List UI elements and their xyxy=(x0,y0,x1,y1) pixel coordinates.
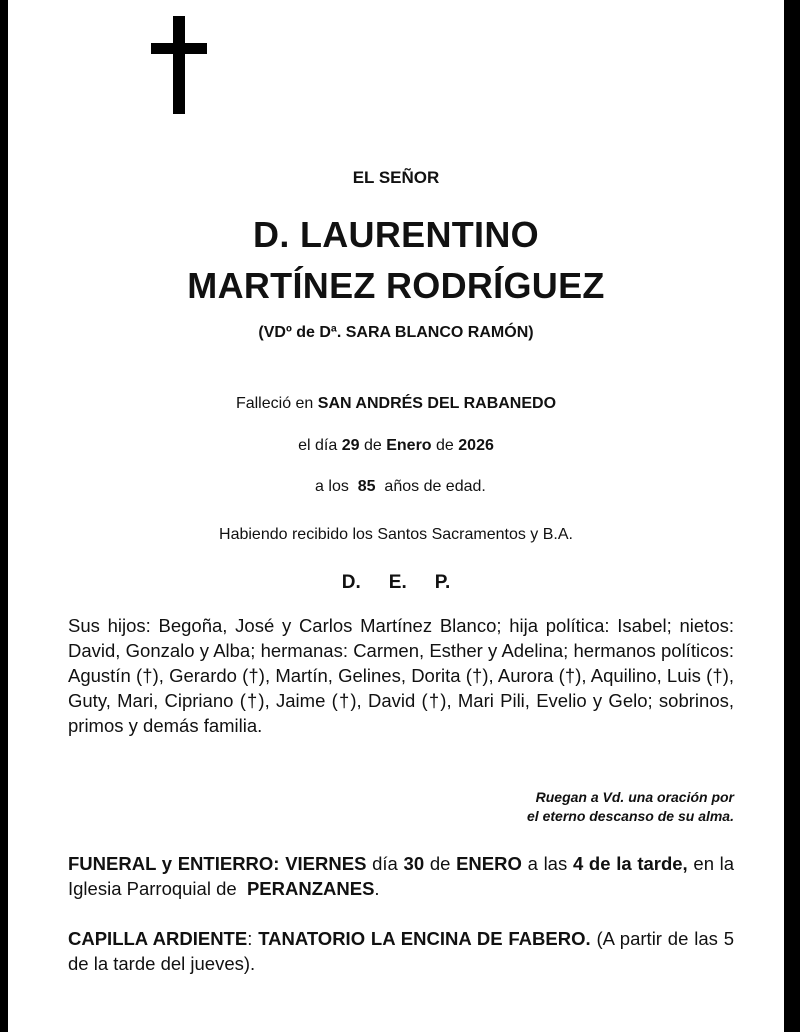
family-list: Sus hijos: Begoña, José y Carlos Martínez Blanco; hija política: Isabel; nietos: David, Gonzalo y Alba; hermanas: Carmen, Esther y Adelina; hermanos políticos: Agustín (†), Gerardo (†), Martín, Gelines, Dorita (†), Aurora (†), Aquilino, Luis (†), Guty, Mari, Cipriano (†), Jaime (†), David (†), Mari Pili, Evelio y Gelo; sobrinos, primos y demás familia. xyxy=(68,615,734,736)
prayer-request: Ruegan a Vd. una oración por el eterno descanso de su alma. xyxy=(527,789,734,824)
title-el-senor: EL SEÑOR xyxy=(352,168,440,187)
death-place: SAN ANDRÉS DEL RABANEDO xyxy=(317,395,557,412)
widower-of: (VDº de Dª. SARA BLANCO RAMÓN) xyxy=(258,324,534,341)
funeral-info: FUNERAL y ENTIERRO: VIERNES día 30 de ENERO a las 4 de la tarde, en la Iglesia Parroquial de PERANZANES. xyxy=(68,853,735,899)
obituary-page xyxy=(8,0,784,1032)
death-place-line: Falleció en SAN ANDRÉS DEL RABANEDO xyxy=(235,395,557,412)
deceased-name-line1: D. LAURENTINO xyxy=(253,214,539,255)
death-date-line: el día 29 de Enero de 2026 xyxy=(298,437,494,454)
chapel-info: CAPILLA ARDIENTE: TANATORIO LA ENCINA DE FABERO. (A partir de las 5 de la tarde del jueves). xyxy=(68,928,735,974)
sacraments-line: Habiendo recibido los Santos Sacramentos y B.A. xyxy=(219,526,573,543)
age-line: a los 85 años de edad. xyxy=(315,478,486,495)
dep-initials: D. E. P. xyxy=(341,572,451,593)
deceased-name-line2: MARTÍNEZ RODRÍGUEZ xyxy=(187,265,605,306)
cross-icon xyxy=(151,16,207,114)
